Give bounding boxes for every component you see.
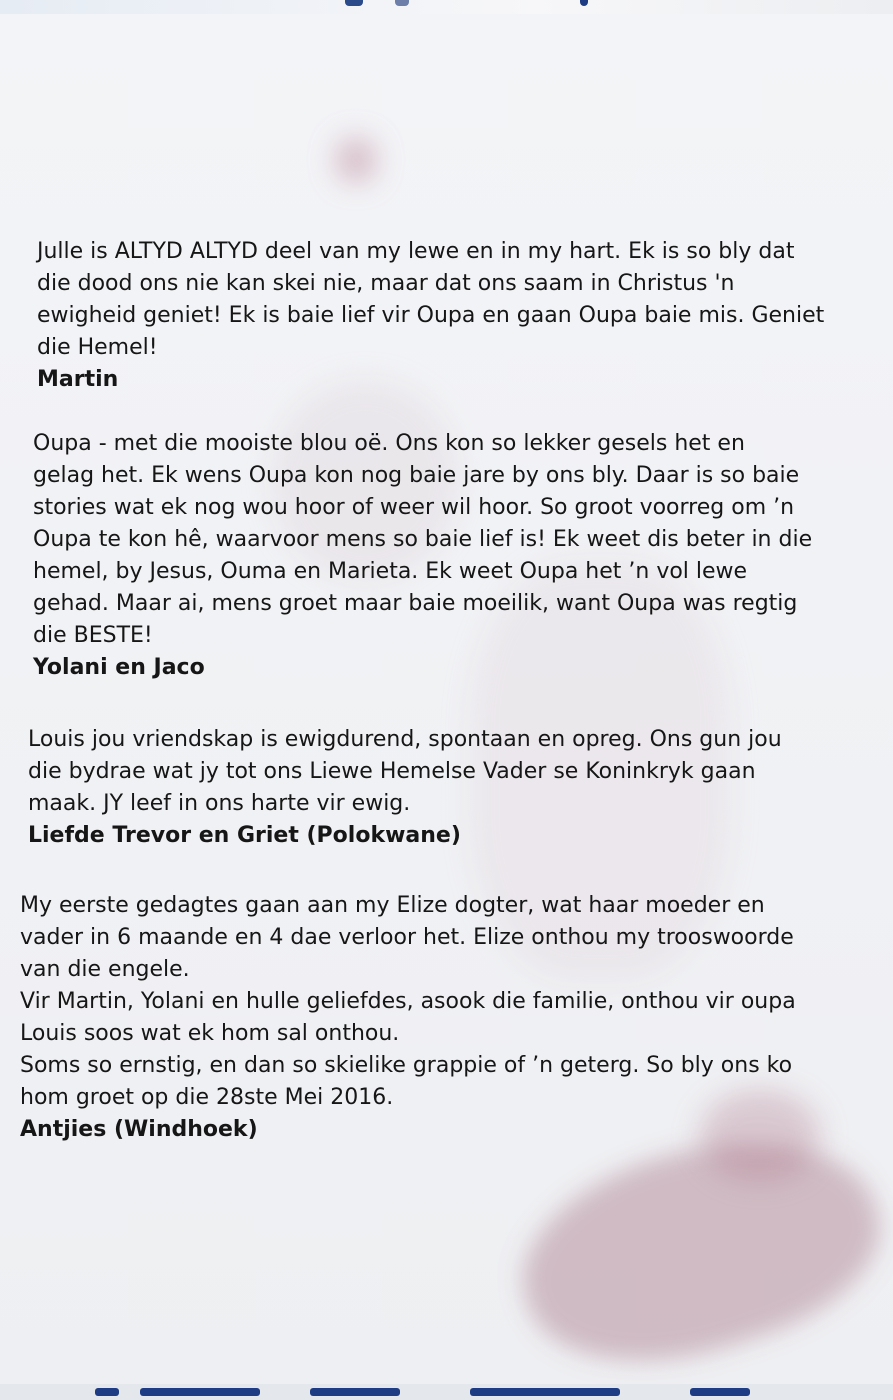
- top-edge-mark: [345, 0, 363, 6]
- bottom-edge-mark: [140, 1388, 260, 1396]
- tribute-line: Oupa - met die mooiste blou oë. Ons kon so lekker gesels het en: [33, 431, 745, 456]
- watermark-spot: [336, 138, 376, 182]
- tribute-line: die dood ons nie kan skei nie, maar dat ons saam in Christus 'n: [37, 271, 735, 296]
- tribute-antjies: [20, 890, 796, 1146]
- tribute-line: hom groet op die 28ste Mei 2016.: [20, 1085, 394, 1110]
- tribute-line: gelag het. Ek wens Oupa kon nog baie jare by ons bly. Daar is so baie: [33, 463, 800, 488]
- tribute-line: Soms so ernstig, en dan so skielike grappie of ’n geterg. So bly ons ko: [20, 1053, 793, 1078]
- tribute-signature: Yolani en Jaco: [33, 655, 205, 680]
- tribute-line: Louis jou vriendskap is ewigdurend, spontaan en opreg. Ons gun jou: [28, 727, 782, 752]
- tribute-line: die BESTE!: [33, 623, 153, 648]
- tribute-line: My eerste gedagtes gaan aan my Elize dogter, wat haar moeder en: [20, 893, 765, 918]
- page-top-edge: [0, 0, 893, 14]
- page-bottom-edge: [0, 1384, 893, 1400]
- tribute-line: Julle is ALTYD ALTYD deel van my lewe en in my hart. Ek is so bly dat: [37, 239, 795, 264]
- tribute-line: van die engele.: [20, 957, 190, 982]
- tribute-line: die Hemel!: [37, 335, 158, 360]
- tribute-line: Louis soos wat ek hom sal onthou.: [20, 1021, 400, 1046]
- tribute-line: maak. JY leef in ons harte vir ewig.: [28, 791, 411, 816]
- tribute-line: hemel, by Jesus, Ouma en Marieta. Ek weet Oupa het ’n vol lewe: [33, 559, 748, 584]
- tribute-trevor-griet: [28, 724, 782, 852]
- tribute-line: Oupa te kon hê, waarvoor mens so baie lief is! Ek weet dis beter in die: [33, 527, 813, 552]
- tribute-line: vader in 6 maande en 4 dae verloor het. Elize onthou my trooswoorde: [20, 925, 794, 950]
- tribute-line: ewigheid geniet! Ek is baie lief vir Oupa en gaan Oupa baie mis. Geniet: [37, 303, 825, 328]
- bottom-edge-mark: [470, 1388, 620, 1396]
- tribute-line: Vir Martin, Yolani en hulle geliefdes, asook die familie, onthou vir oupa: [20, 989, 796, 1014]
- tribute-signature: Antjies (Windhoek): [20, 1117, 258, 1142]
- bottom-edge-mark: [95, 1388, 119, 1396]
- tribute-line: die bydrae wat jy tot ons Liewe Hemelse Vader se Koninkryk gaan: [28, 759, 756, 784]
- tribute-signature: Liefde Trevor en Griet (Polokwane): [28, 823, 461, 848]
- tribute-line: stories wat ek nog wou hoor of weer wil hoor. So groot voorreg om ’n: [33, 495, 795, 520]
- tribute-martin: [37, 236, 824, 396]
- tribute-line: gehad. Maar ai, mens groet maar baie moeilik, want Oupa was regtig: [33, 591, 798, 616]
- bottom-edge-mark: [310, 1388, 400, 1396]
- tribute-signature: Martin: [37, 367, 119, 392]
- tribute-yolani-jaco: [33, 428, 812, 684]
- top-edge-mark: [395, 0, 409, 6]
- bottom-edge-mark: [690, 1388, 750, 1396]
